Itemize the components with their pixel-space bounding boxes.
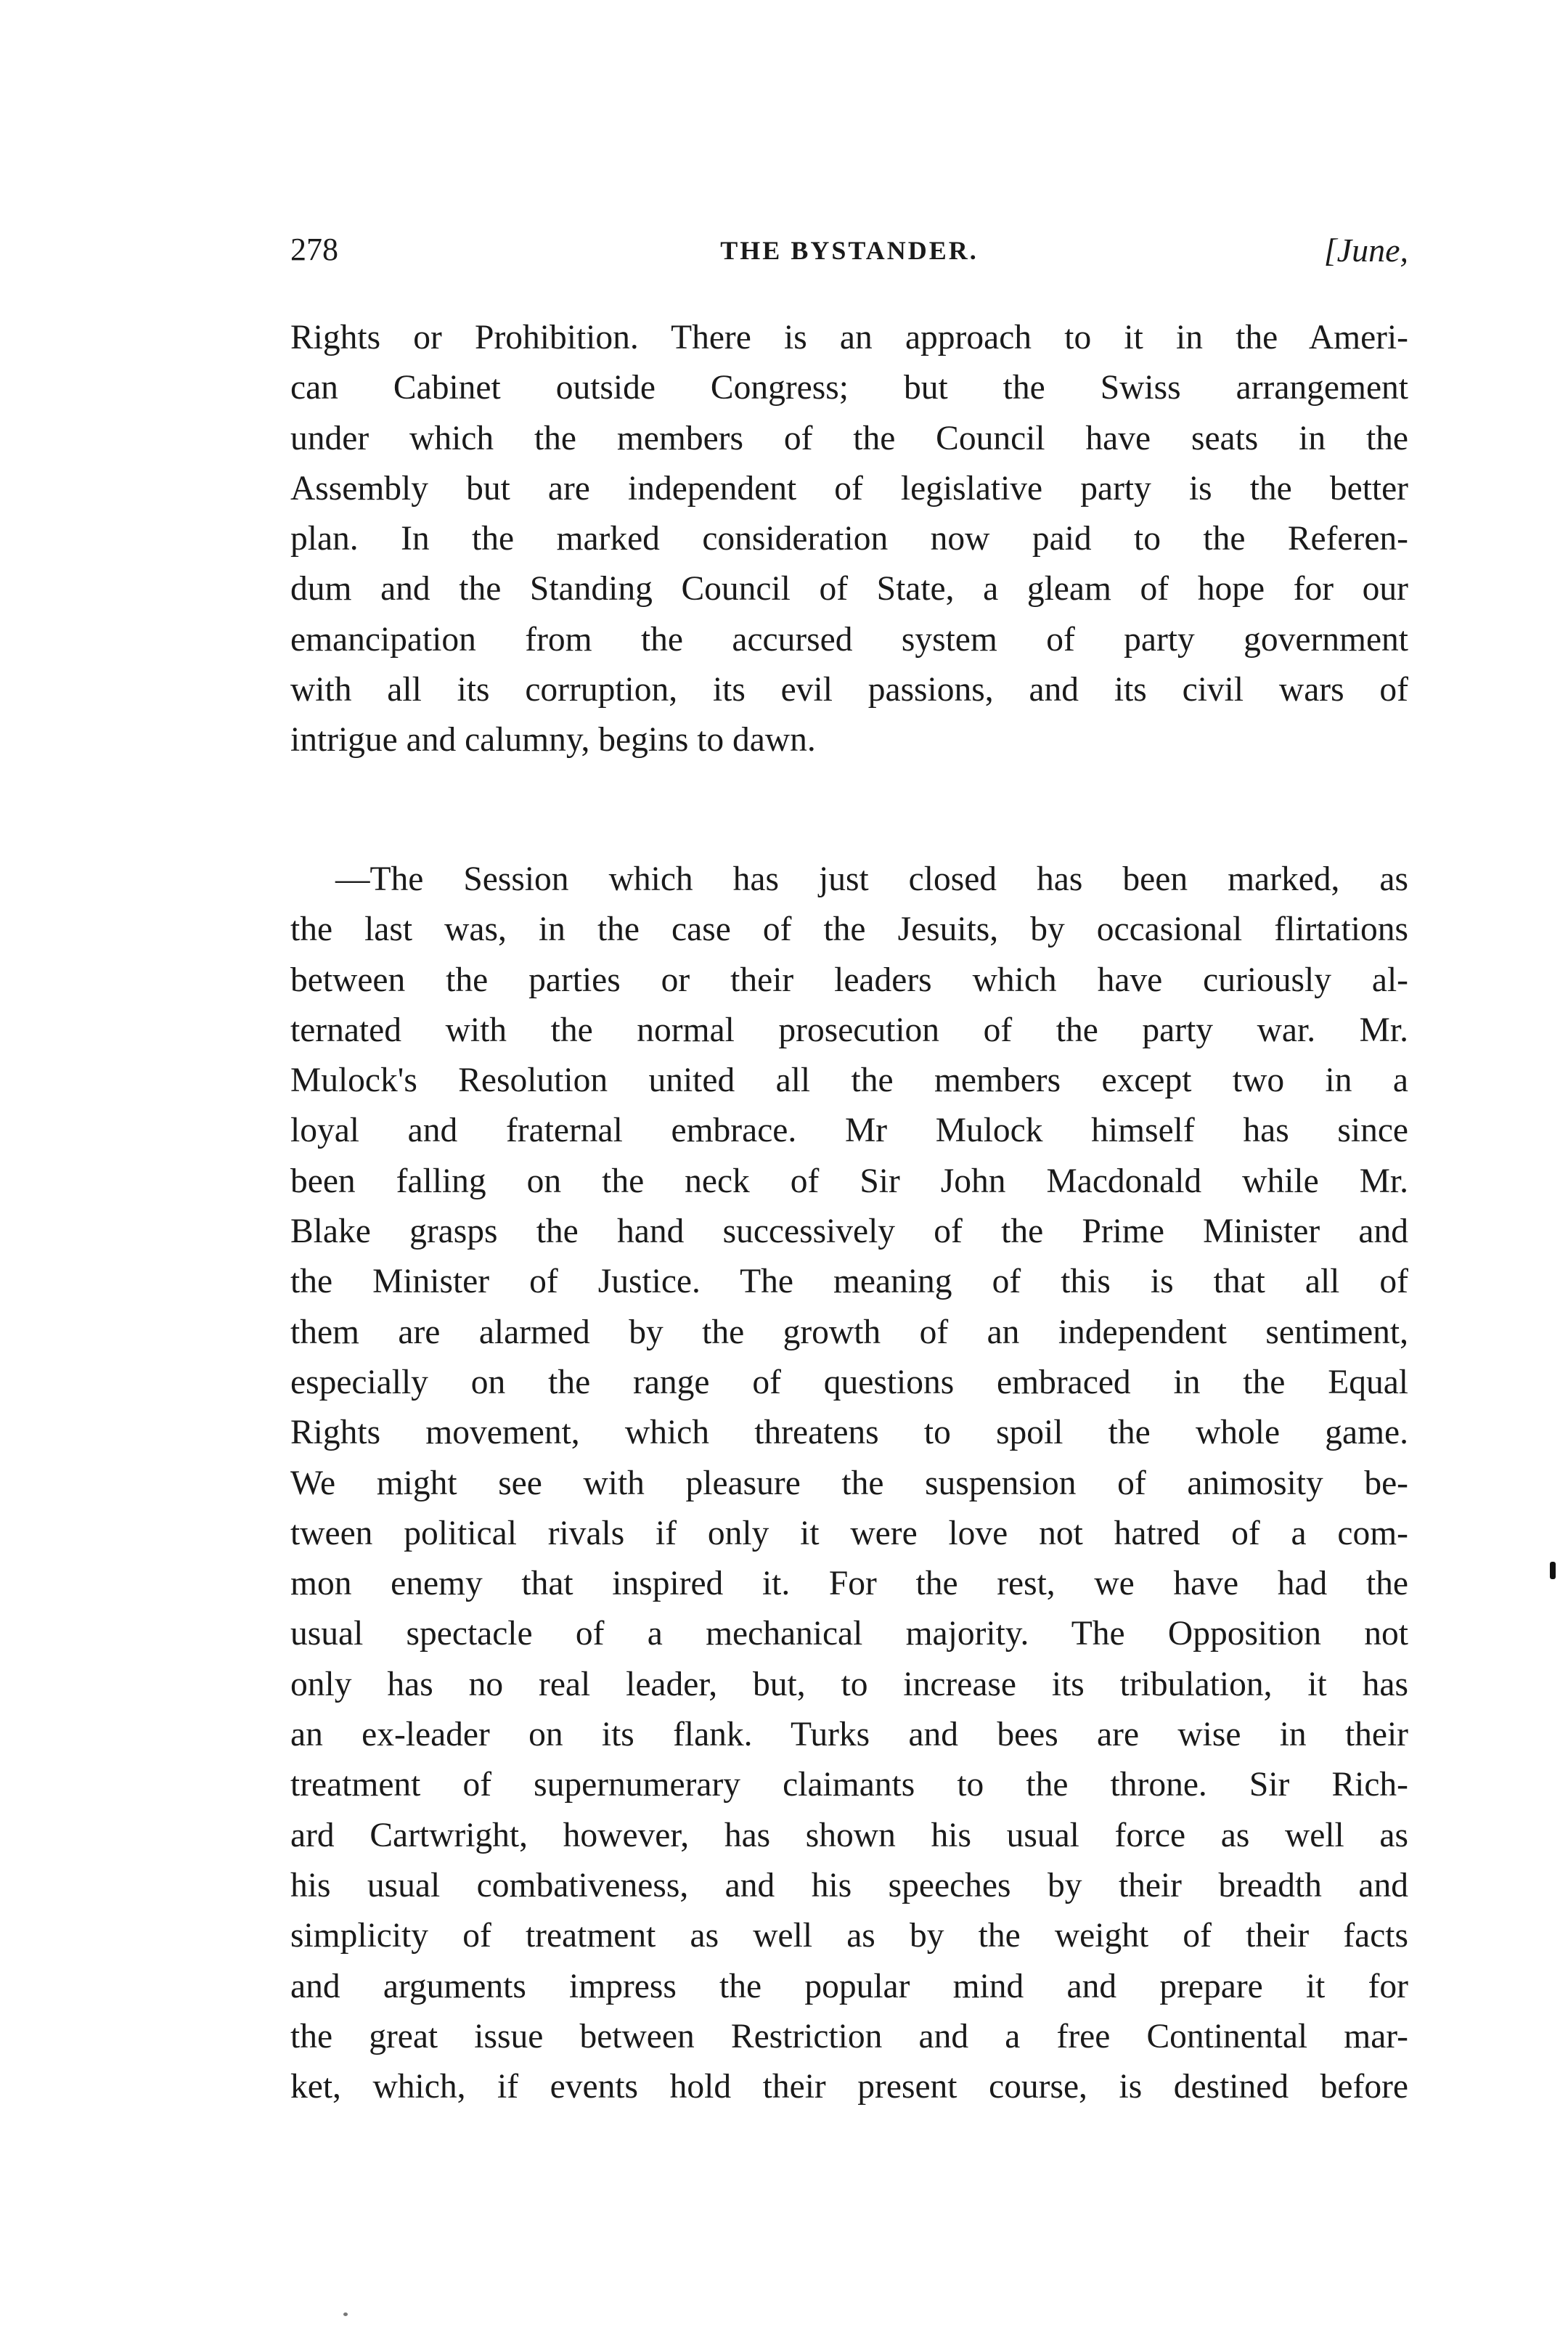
- text-line: ket, which, if events hold their present course, is destined before: [290, 2068, 1408, 2106]
- text-line: Rights movement, which threatens to spoil the whole game.: [290, 1414, 1408, 1452]
- text-line: them are alarmed by the growth of an independent sentiment,: [290, 1313, 1408, 1351]
- text-line: Assembly but are independent of legislative party is the better: [290, 469, 1408, 508]
- text-line: dum and the Standing Council of State, a gleam of hope for our: [290, 570, 1408, 608]
- page-number: 278: [290, 232, 338, 267]
- ink-mark: [1550, 1562, 1556, 1579]
- running-title: THE BYSTANDER.: [720, 236, 979, 265]
- running-header: [290, 231, 1408, 282]
- text-line: Blake grasps the hand successively of the Prime Minister and: [290, 1213, 1408, 1251]
- text-line: plan. In the marked consideration now paid to the Referen-: [290, 520, 1408, 558]
- text-line: been falling on the neck of Sir John Macdonald while Mr.: [290, 1162, 1408, 1200]
- text-line: under which the members of the Council have seats in the: [290, 419, 1408, 457]
- text-line: emancipation from the accursed system of party government: [290, 620, 1408, 659]
- text-line: the last was, in the case of the Jesuits, by occasional flirtations: [290, 910, 1408, 949]
- text-line: ternated with the normal prosecution of the party war. Mr.: [290, 1011, 1408, 1049]
- text-line: —The Session which has just closed has been marked, as: [335, 860, 1408, 898]
- text-line: mon enemy that inspired it. For the rest, we have had the: [290, 1565, 1408, 1603]
- text-line: ard Cartwright, however, has shown his usual force as well as: [290, 1816, 1408, 1854]
- text-line: the Minister of Justice. The meaning of this is that all of: [290, 1263, 1408, 1301]
- text-line: usual spectacle of a mechanical majority. The Opposition not: [290, 1615, 1408, 1653]
- text-line: intrigue and calumny, begins to dawn.: [290, 721, 816, 759]
- text-line: Mulock's Resolution united all the members except two in a: [290, 1061, 1408, 1100]
- text-line: the great issue between Restriction and a free Continental mar-: [290, 2017, 1408, 2055]
- text-line: treatment of supernumerary claimants to the throne. Sir Rich-: [290, 1766, 1408, 1804]
- issue-month: [June,: [1323, 232, 1408, 269]
- text-line: simplicity of treatment as well as by the weight of their facts: [290, 1917, 1408, 1955]
- text-line: between the parties or their leaders which have curiously al-: [290, 961, 1408, 999]
- text-line: and arguments impress the popular mind and prepare it for: [290, 1967, 1408, 2005]
- text-line: tween political rivals if only it were love not hatred of a com-: [290, 1514, 1408, 1552]
- ink-speck: [343, 2312, 348, 2316]
- paragraph-session: [290, 855, 1408, 2112]
- text-line: with all its corruption, its evil passions, and its civil wars of: [290, 671, 1408, 709]
- text-line: We might see with pleasure the suspension of animosity be-: [290, 1464, 1408, 1502]
- text-line: can Cabinet outside Congress; but the Swiss arrangement: [290, 369, 1408, 407]
- paragraph-continued: [290, 313, 1408, 766]
- text-line: loyal and fraternal embrace. Mr Mulock himself has since: [290, 1112, 1408, 1150]
- text-line: especially on the range of questions embraced in the Equal: [290, 1363, 1408, 1401]
- text-line: his usual combativeness, and his speeches by their breadth and: [290, 1866, 1408, 1904]
- text-line: an ex-leader on its flank. Turks and bees are wise in their: [290, 1716, 1408, 1754]
- text-line: Rights or Prohibition. There is an approach to it in the Ameri-: [290, 319, 1408, 356]
- text-line: only has no real leader, but, to increase its tribulation, it has: [290, 1665, 1408, 1703]
